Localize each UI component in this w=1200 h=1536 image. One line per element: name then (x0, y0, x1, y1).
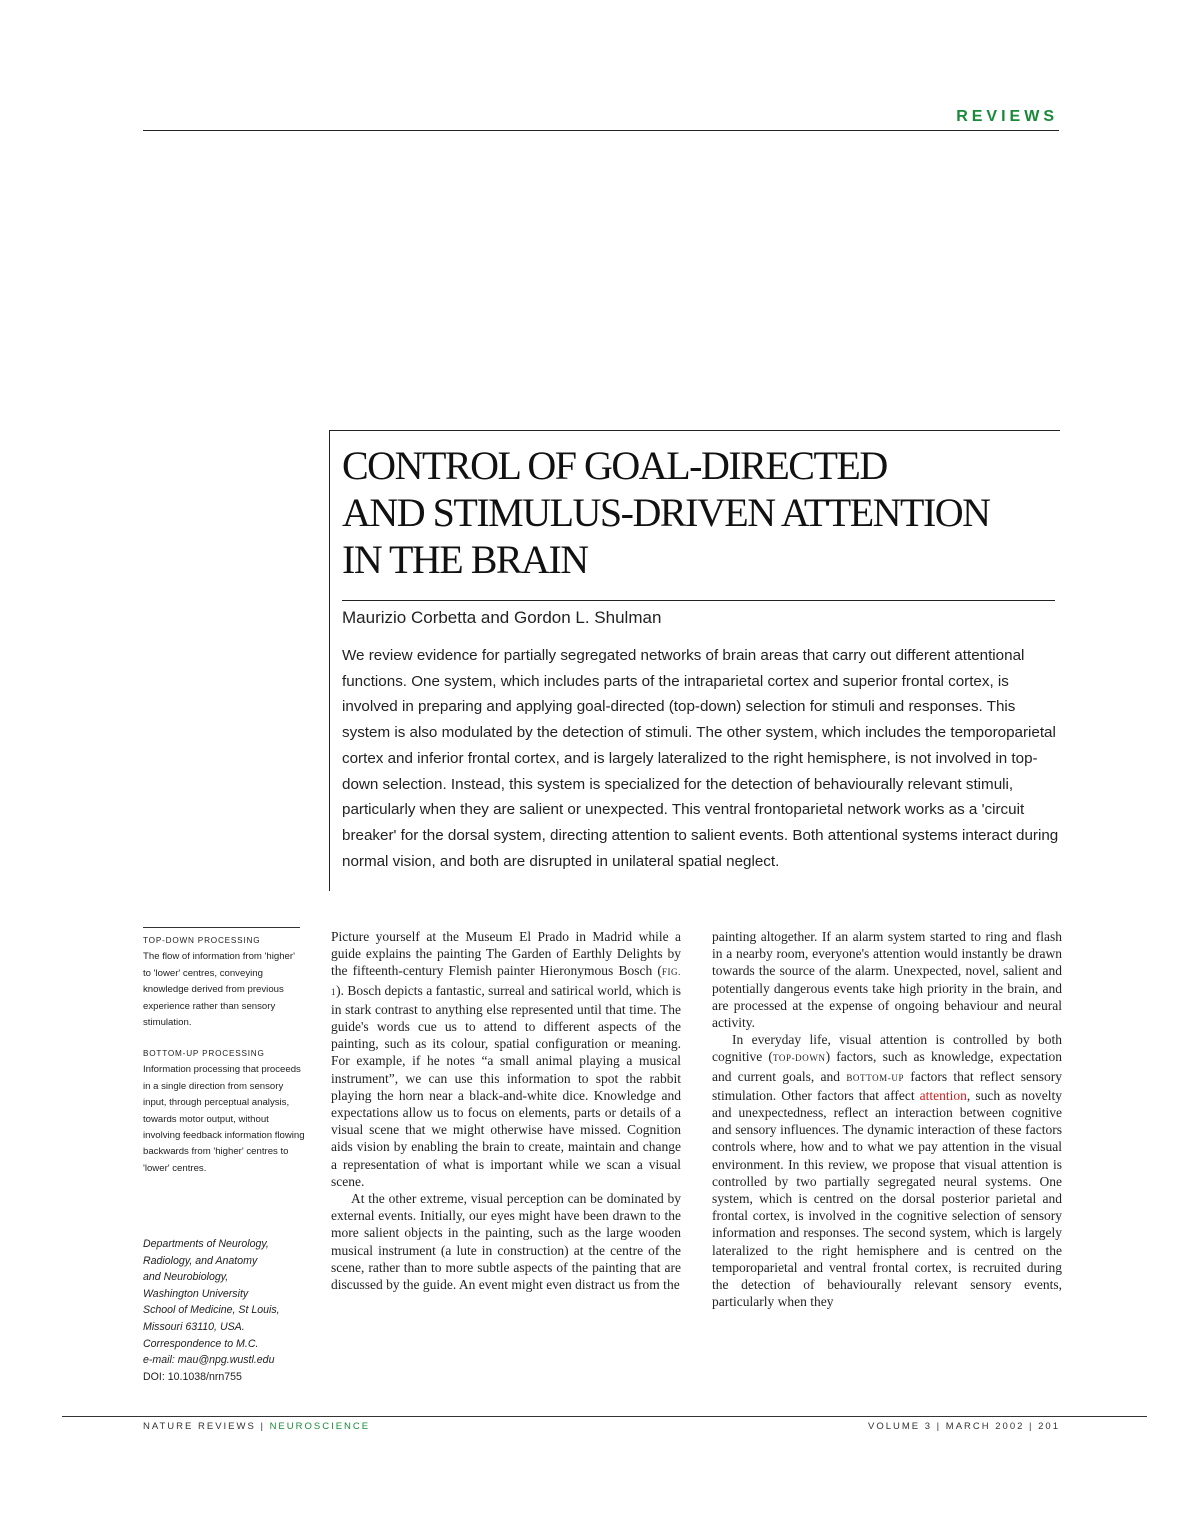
glossary-term: BOTTOM-UP PROCESSING (143, 1049, 265, 1058)
body-paragraph: At the other extreme, visual perception can be dominated by external events. Initially, our eyes might have been drawn to the more salient objects in the painting, such as the large wooden musical instrument (a lute in construction) at the centre of the scene, rather than to more subtle aspects of the painting that are discussed by the guide. An event might even distract us from the (331, 1191, 681, 1293)
footer-issue: VOLUME 3 | MARCH 2002 | 201 (868, 1421, 1060, 1432)
doi: DOI: 10.1038/nrn755 (143, 1370, 242, 1383)
affiliation-line: Departments of Neurology, (143, 1238, 269, 1250)
affiliation (143, 1236, 308, 1385)
glossary-entry-bottom-up (143, 1046, 305, 1177)
affiliation-email[interactable]: e-mail: mau@npg.wustl.edu (143, 1354, 275, 1367)
authors: Maurizio Corbetta and Gordon L. Shulman (342, 608, 662, 627)
glossary-definition: Information processing that proceeds in a single direction from sensory input, through perceptual analysis, towards motor output, without involving feedback information flowing backwards from 'higher' centres to 'lower' centres. (143, 1064, 305, 1174)
article-title (342, 442, 1062, 583)
attention-link[interactable]: attention (919, 1087, 967, 1103)
section-label: REVIEWS (956, 108, 1058, 125)
affiliation-line: School of Medicine, St Louis, (143, 1304, 280, 1317)
footer-separator: | (255, 1421, 270, 1432)
footer-journal-name: NEUROSCIENCE (269, 1421, 371, 1432)
title-rule (342, 600, 1055, 601)
glossary-term-ref[interactable]: BOTTOM-UP (846, 1072, 905, 1083)
body-text: Picture yourself at the Museum El Prado in Madrid while a guide explains the painting The Garden of Earthly Delights by the fifteenth-century Flemish painter Hieronymous Bosch ( (331, 929, 681, 979)
title-line: IN THE BRAIN (342, 537, 588, 582)
title-line: AND STIMULUS-DRIVEN ATTENTION (342, 490, 990, 535)
abstract: We review evidence for partially segregated networks of brain areas that carry out different attentional functions. One system, which includes parts of the intraparietal cortex and superior frontal cortex, is involved in preparing and applying goal-directed (top-down) selection for stimuli and responses. This system is also modulated by the detection of stimuli. The other system, which includes the temporoparietal cortex and inferior frontal cortex, and is largely lateralized to the right hemisphere, is not involved in top-down selection. Instead, this system is specialized for the detection of behaviourally relevant stimuli, particularly when they are salient or unexpected. This ventral frontoparietal network works as a 'circuit breaker' for the dorsal system, directing attention to salient events. Both attentional systems interact during normal vision, and both are disrupted in unilateral spatial neglect. (342, 647, 1059, 870)
body-paragraph: painting altogether. If an alarm system started to ring and flash in a nearby room, everyone's attention would instantly be drawn towards the source of the alarm. Unexpected, novel, salient and potentially dangerous events take high priority in the brain, and are processed at the expense of ongoing behaviour and neural activity. (712, 929, 1062, 1031)
body-text: ) factors, such as knowledge, expectation and current goals, and (712, 1049, 1063, 1084)
glossary-definition: The flow of information from 'higher' to 'lower' centres, conveying knowledge derived from previous experience rather than sensory stimulation. (143, 951, 295, 1029)
body-column-1 (331, 928, 681, 1293)
figure-ref-link[interactable]: FIG. 1 (331, 967, 681, 997)
body-text: , such as novelty and unexpectedness, reflect an interaction between cognitive and sensory influences. The dynamic interaction of these factors controls where, how and to what we pay attention in the visual environment. In this review, we propose that visual attention is controlled by two partially segregated neural systems. One system, which is centred on the dorsal posterior parietal and frontal cortex, is involved in the cognitive selection of sensory information and responses. The second system, which is largely lateralized to the right hemisphere and is centred on the temporoparietal and ventral frontal cortex, is recruited during the detection of behaviourally relevant sensory events, particularly when they (712, 1087, 1062, 1310)
glossary-rule (143, 927, 300, 928)
affiliation-line: Missouri 63110, USA. (143, 1320, 245, 1333)
title-line: CONTROL OF GOAL-DIRECTED (342, 443, 887, 488)
glossary-term-ref[interactable]: TOP-DOWN (772, 1053, 826, 1064)
affiliation-line: and Neurobiology, (143, 1271, 229, 1284)
body-text: ). Bosch depicts a fantastic, surreal and satirical world, which is in stark contrast to anything else represented until that time. The guide's words cue us to attend to different aspects of the painting, such as its colour, spatial configuration or meaning. For example, if he notes “a small animal playing a musical instrument”, we can use this information to spot the rabbit playing the horn near a black-and-white dice. Knowledge and expectations allow us to focus on elements, parts or details of a visual scene that we might otherwise have missed. Cognition aids vision by enabling the brain to create, maintain and change a representation of what is important while we scan a visual scene. (331, 982, 681, 1189)
header-rule (143, 130, 1059, 131)
footer-journal (143, 1421, 370, 1432)
affiliation-line: Correspondence to M.C. (143, 1337, 259, 1350)
footer-rule (62, 1416, 1147, 1417)
body-paragraph (712, 1031, 1062, 1310)
body-column-2 (712, 928, 1062, 1310)
body-paragraph (331, 928, 681, 1190)
body-text: In everyday life, visual attention is controlled by both cognitive ( (712, 1032, 1062, 1065)
glossary-entry-top-down (143, 933, 305, 1031)
footer-publisher: NATURE REVIEWS (143, 1421, 256, 1432)
affiliation-line: Washington University (143, 1287, 249, 1300)
glossary-term: TOP-DOWN PROCESSING (143, 936, 261, 945)
body-text: factors that reflect sensory stimulation. Other factors that affect (712, 1068, 1062, 1103)
affiliation-line: Radiology, and Anatomy (143, 1254, 258, 1267)
